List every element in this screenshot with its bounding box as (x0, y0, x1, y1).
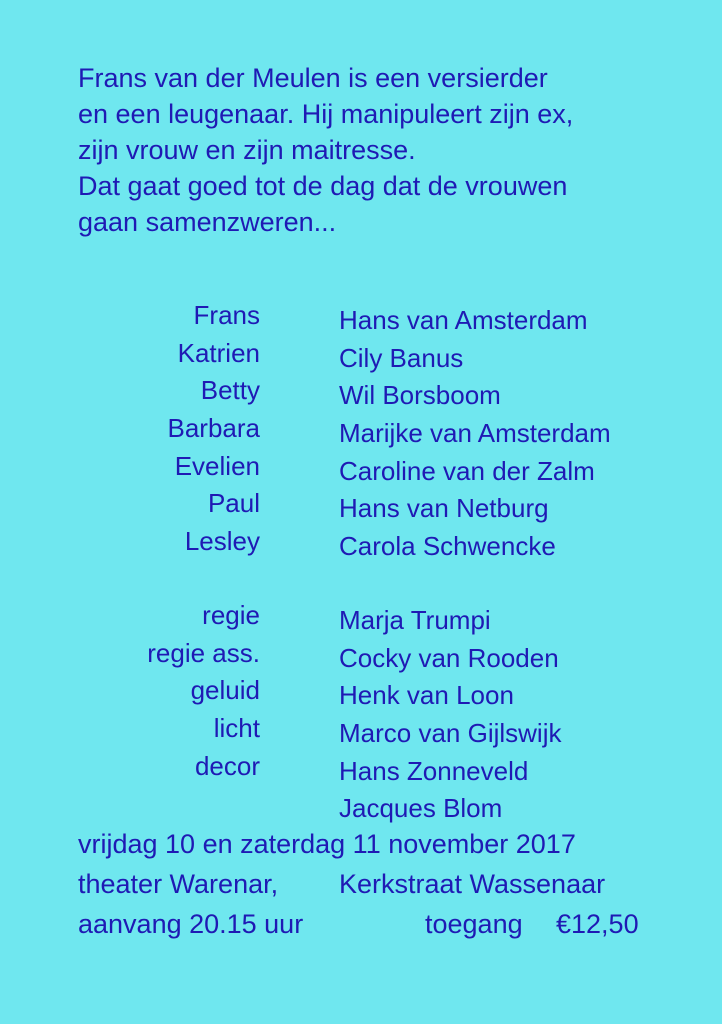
venue-line (0, 864, 722, 904)
cast-row (0, 375, 722, 413)
start-time: aanvang 20.15 uur (78, 909, 304, 939)
event-dates: vrijdag 10 en zaterdag 11 november 2017 (78, 829, 576, 859)
intro-text (78, 60, 698, 240)
dates-line (0, 824, 722, 864)
cast-actor: Hans van Netburg (339, 493, 549, 524)
intro-line: gaan samenzweren... (78, 207, 337, 237)
cast-actor: Caroline van der Zalm (339, 455, 595, 486)
cast-actor: Cily Banus (339, 342, 464, 373)
crew-role: licht (213, 713, 260, 744)
crew-role: regie (202, 600, 260, 630)
cast-role: Barbara (167, 413, 260, 444)
cast-actor: Hans van Amsterdam (339, 305, 588, 335)
crew-member: Jacques Blom (339, 793, 503, 824)
crew-row (0, 638, 722, 676)
cast-role: Paul (207, 488, 260, 519)
crew-member: Hans Zonneveld (339, 755, 529, 786)
cast-role: Katrien (177, 337, 260, 368)
crew-member: Cocky van Rooden (339, 642, 559, 673)
crew-role: regie ass. (147, 637, 260, 668)
venue-address: Kerkstraat Wassenaar (339, 869, 606, 899)
cast-role: Evelien (174, 450, 260, 481)
cast-row (0, 300, 722, 338)
intro-line: zijn vrouw en zijn maitresse. (78, 135, 416, 165)
cast-actor: Wil Borsboom (339, 380, 501, 411)
crew-row (0, 600, 722, 638)
venue-name: theater Warenar, (78, 869, 279, 899)
intro-line: Dat gaat goed tot de dag dat de vrouwen (78, 171, 568, 201)
cast-row (0, 413, 722, 451)
crew-list (0, 600, 722, 826)
crew-row (0, 675, 722, 713)
cast-actor: Marijke van Amsterdam (339, 418, 611, 449)
price-label: toegang (425, 909, 523, 939)
start-price-line (0, 904, 722, 944)
cast-list (0, 300, 722, 564)
crew-row (0, 713, 722, 751)
crew-role: geluid (190, 675, 260, 706)
cast-role: Lesley (184, 526, 260, 557)
intro-line: Frans van der Meulen is een versierder (78, 63, 548, 93)
crew-member: Marco van Gijlswijk (339, 718, 562, 749)
cast-role: Betty (200, 375, 260, 406)
cast-row (0, 526, 722, 564)
cast-role: Frans (193, 300, 260, 330)
crew-member: Henk van Loon (339, 680, 514, 711)
event-info (0, 824, 722, 944)
crew-row (0, 788, 722, 826)
price-value: €12,50 (556, 909, 639, 939)
cast-row (0, 488, 722, 526)
crew-row (0, 751, 722, 789)
cast-actor: Carola Schwencke (339, 531, 556, 562)
cast-row (0, 451, 722, 489)
intro-line: en een leugenaar. Hij manipuleert zijn ex, (78, 99, 574, 129)
cast-row (0, 338, 722, 376)
crew-role: decor (194, 750, 260, 781)
crew-member: Marja Trumpi (339, 605, 491, 635)
